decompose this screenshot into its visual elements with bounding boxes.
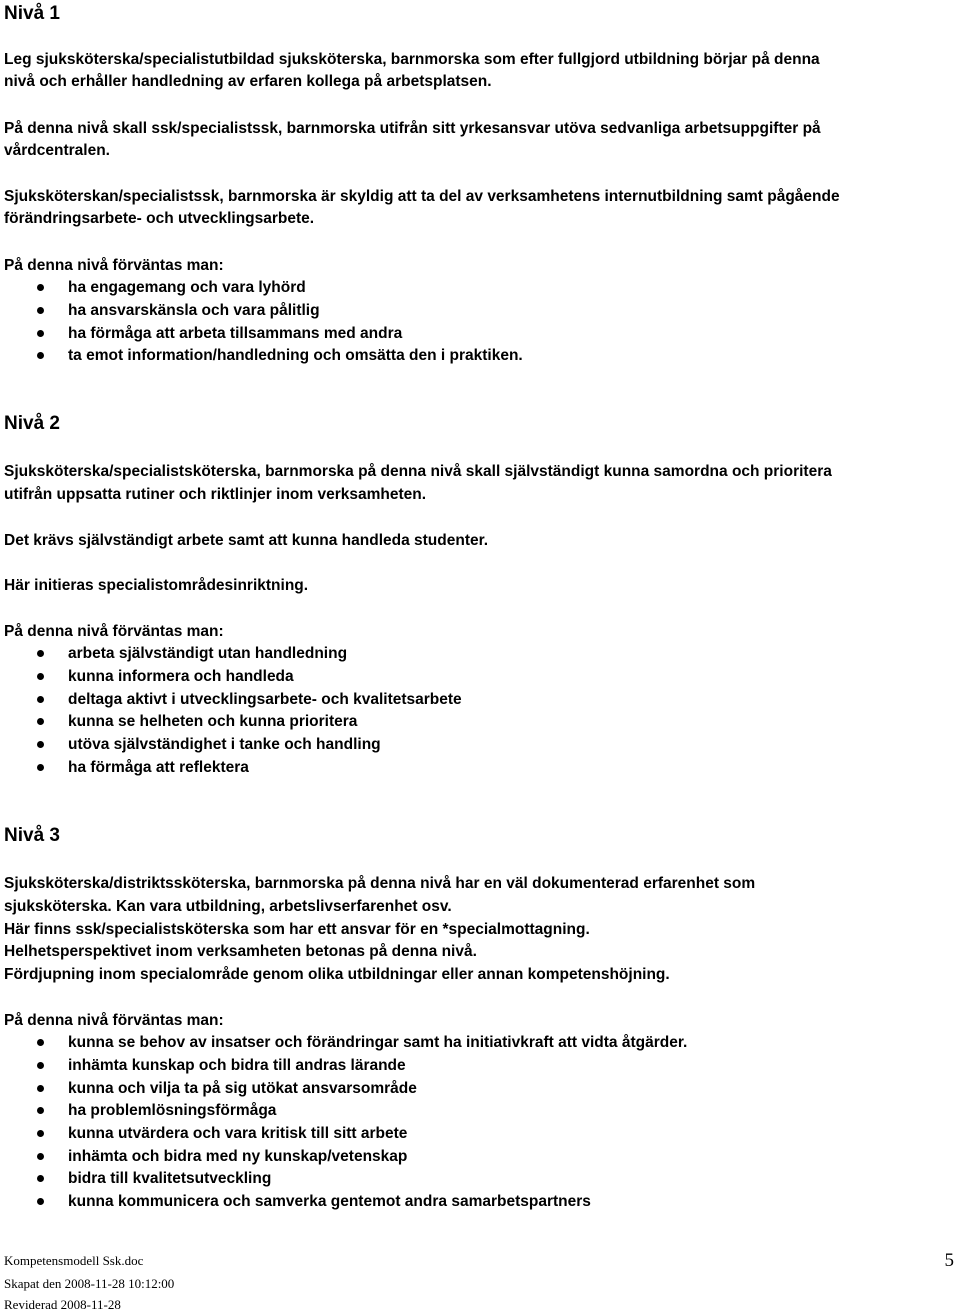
niva2-list-item: arbeta självständigt utan handledning (68, 645, 348, 662)
niva2-intro: På denna nivå förväntas man: (4, 623, 224, 640)
niva3-list-item: inhämta och bidra med ny kunskap/vetenskap (68, 1148, 408, 1165)
niva1-list-item: ha ansvarskänsla och vara pålitlig (68, 302, 320, 319)
niva2-list-item: utöva självständighet i tanke och handling (68, 736, 381, 753)
niva2-paragraph-3: Här initieras specialistområdesinriktning. (4, 577, 309, 594)
niva1-paragraph-3-line-1: Sjuksköterskan/specialistssk, barnmorska är skyldig att ta del av verksamhetens internutbildning samt pågående (4, 188, 840, 205)
bullet-icon (37, 673, 44, 680)
heading-niva-3: Nivå 3 (4, 825, 60, 846)
footer-filename: Kompetensmodell Ssk.doc (4, 1253, 144, 1268)
niva1-paragraph-1-line-1: Leg sjuksköterska/specialistutbildad sjuksköterska, barnmorska som efter fullgjord utbildning börjar på denna (4, 51, 820, 68)
niva2-paragraph-1-line-2: utifrån uppsatta rutiner och riktlinjer inom verksamheten. (4, 486, 427, 503)
niva2-list-item: kunna se helheten och kunna prioritera (68, 713, 358, 730)
page-number: 5 (944, 1250, 954, 1271)
niva3-list-item: kunna kommunicera och samverka gentemot andra samarbetspartners (68, 1193, 591, 1210)
bullet-icon (37, 284, 44, 291)
bullet-icon (37, 352, 44, 359)
niva3-line: Sjuksköterska/distriktssköterska, barnmorska på denna nivå har en väl dokumenterad erfarenhet som (4, 875, 756, 892)
bullet-icon (37, 1198, 44, 1205)
niva3-line: Fördjupning inom specialområde genom olika utbildningar eller annan kompetenshöjning. (4, 966, 670, 983)
niva1-paragraph-2-line-2: vårdcentralen. (4, 142, 110, 159)
niva3-list-item: kunna se behov av insatser och förändringar samt ha initiativkraft att vidta åtgärder. (68, 1034, 688, 1051)
bullet-icon (37, 1039, 44, 1046)
niva1-intro: På denna nivå förväntas man: (4, 257, 224, 274)
niva2-paragraph-1-line-1: Sjuksköterska/specialistsköterska, barnmorska på denna nivå skall självständigt kunna samordna och prioritera (4, 463, 832, 480)
niva1-paragraph-3-line-2: förändringsarbete- och utvecklingsarbete. (4, 210, 315, 227)
footer-revised: Reviderad 2008-11-28 (4, 1297, 121, 1312)
niva2-paragraph-2: Det krävs självständigt arbete samt att kunna handleda studenter. (4, 532, 489, 549)
bullet-icon (37, 330, 44, 337)
bullet-icon (37, 1130, 44, 1137)
bullet-icon (37, 1153, 44, 1160)
niva3-line: Helhetsperspektivet inom verksamheten betonas på denna nivå. (4, 943, 477, 960)
niva1-list-item: ha engagemang och vara lyhörd (68, 279, 306, 296)
bullet-icon (37, 718, 44, 725)
niva3-list-item: ha problemlösningsförmåga (68, 1102, 277, 1119)
bullet-icon (37, 1062, 44, 1069)
niva1-paragraph-1-line-2: nivå och erhåller handledning av erfaren kollega på arbetsplatsen. (4, 73, 492, 90)
niva3-list-item: inhämta kunskap och bidra till andras lärande (68, 1057, 406, 1074)
niva3-line: sjuksköterska. Kan vara utbildning, arbetslivserfarenhet osv. (4, 898, 452, 915)
bullet-icon (37, 1175, 44, 1182)
niva3-list-item: kunna och vilja ta på sig utökat ansvarsområde (68, 1080, 417, 1097)
niva3-list-item: kunna utvärdera och vara kritisk till sitt arbete (68, 1125, 408, 1142)
footer-created: Skapat den 2008-11-28 10:12:00 (4, 1276, 175, 1291)
bullet-icon (37, 741, 44, 748)
niva1-list-item: ha förmåga att arbeta tillsammans med andra (68, 325, 403, 342)
niva3-list-item: bidra till kvalitetsutveckling (68, 1170, 272, 1187)
bullet-icon (37, 696, 44, 703)
niva1-list-item: ta emot information/handledning och omsätta den i praktiken. (68, 347, 523, 364)
niva2-list-item: deltaga aktivt i utvecklingsarbete- och kvalitetsarbete (68, 691, 462, 708)
bullet-icon (37, 650, 44, 657)
heading-niva-2: Nivå 2 (4, 413, 60, 434)
niva2-list-item: ha förmåga att reflektera (68, 759, 249, 776)
bullet-icon (37, 764, 44, 771)
bullet-icon (37, 1107, 44, 1114)
niva3-intro: På denna nivå förväntas man: (4, 1012, 224, 1029)
bullet-icon (37, 307, 44, 314)
niva2-list-item: kunna informera och handleda (68, 668, 294, 685)
niva3-line: Här finns ssk/specialistsköterska som har ett ansvar för en *specialmottagning. (4, 921, 590, 938)
bullet-icon (37, 1085, 44, 1092)
heading-niva-1: Nivå 1 (4, 3, 60, 24)
niva1-paragraph-2-line-1: På denna nivå skall ssk/specialistssk, barnmorska utifrån sitt yrkesansvar utöva sedvanliga arbetsuppgifter på (4, 120, 821, 137)
